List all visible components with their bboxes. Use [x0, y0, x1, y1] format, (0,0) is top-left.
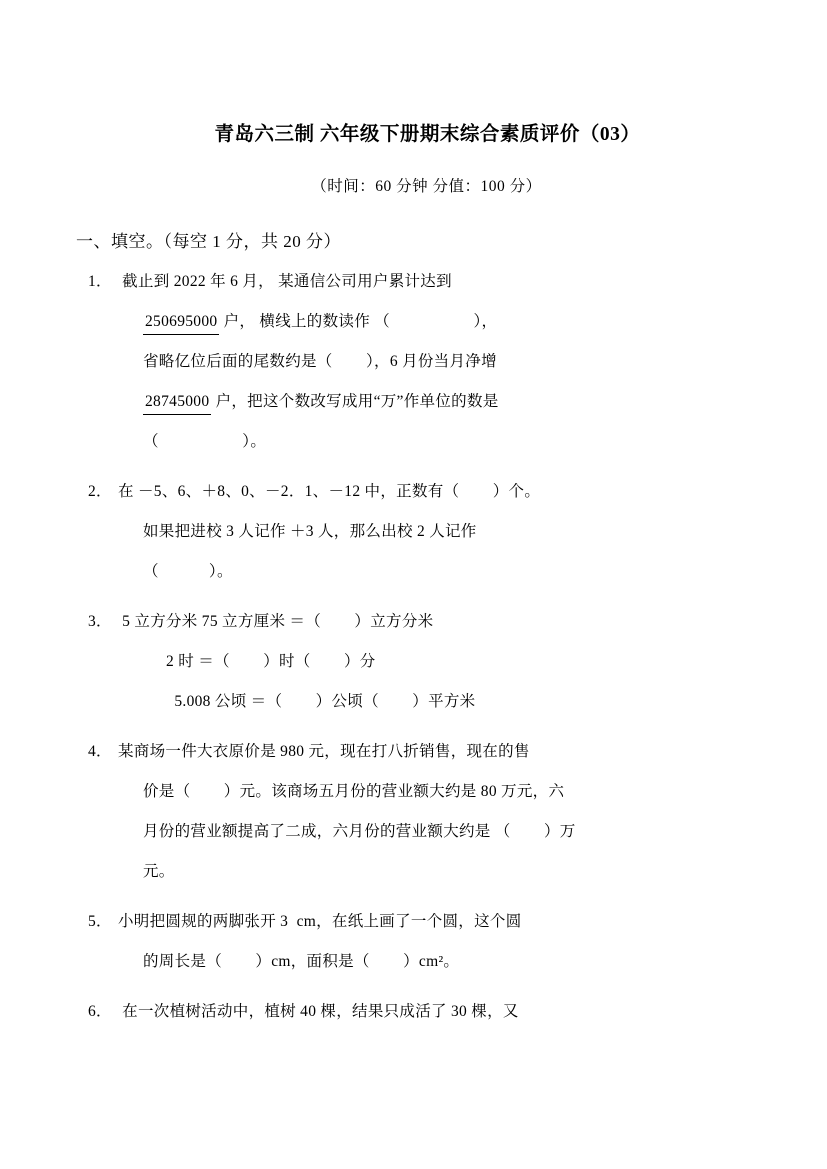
question-number: 5． [88, 913, 112, 930]
question-text-line: （ ）。 [143, 563, 233, 580]
question-text-line: 月份的营业额提高了二成，六月份的营业额大约是 （ ）万 [143, 823, 576, 840]
question-text-line: 2 时 ＝（ ）时（ ）分 [166, 653, 376, 670]
question-text: 5 立方分米 75 立方厘米 ＝（ ）立方分米 [118, 613, 434, 630]
question-item [88, 602, 755, 722]
question-text: 户，把这个数改写成用“万”作单位的数是 [211, 393, 499, 410]
page-title: 青岛六三制 六年级下册期末综合素质评价（03） [214, 124, 641, 145]
question-number-line [88, 902, 755, 942]
question-text-line: （ ）。 [143, 433, 267, 450]
question-text-line [88, 302, 755, 342]
question-number: 3． [88, 613, 112, 630]
question-text: 某商场一件大衣原价是 980 元，现在打八折销售，现在的售 [118, 743, 530, 760]
answer-underline-value: 28745000 [143, 391, 211, 415]
question-item [88, 902, 755, 982]
question-item [88, 992, 755, 1032]
question-number-line [88, 602, 755, 642]
question-text: 在 －5、6、＋8、0、－2．1、－12 中，正数有（ ）个。 [118, 483, 541, 500]
question-number: 2． [88, 483, 112, 500]
question-text-line: 元。 [143, 863, 175, 880]
question-number-line [88, 262, 755, 302]
question-number: 4． [88, 743, 112, 760]
question-text-line: 价是（ ）元。该商场五月份的营业额大约是 80 万元，六 [143, 783, 565, 800]
section-heading-fill-in-blank: 一、填空。（每空 1 分，共 20 分） [76, 232, 341, 251]
question-text-line [88, 382, 755, 422]
question-item [88, 262, 755, 462]
question-number: 1． [88, 273, 112, 290]
question-text: 截止到 2022 年 6 月， 某通信公司用户累计达到 [118, 273, 452, 290]
question-number: 6． [88, 1003, 112, 1020]
question-text-line: 如果把进校 3 人记作 ＋3 人，那么出校 2 人记作 [143, 523, 477, 540]
question-text: 户， 横线上的数读作 （ [219, 313, 390, 330]
exam-meta: （时间：60 分钟 分值：100 分） [311, 178, 542, 195]
question-blank: ）， [389, 313, 498, 330]
question-text-line: 省略亿位后面的尾数约是（ ），6 月份当月净增 [143, 353, 497, 370]
question-item [88, 472, 755, 592]
question-number-line [88, 732, 755, 772]
answer-underline-value: 250695000 [143, 311, 219, 335]
question-item [88, 732, 755, 892]
question-text-line: 5.008 公顷 ＝（ ）公顷（ ）平方米 [166, 693, 476, 710]
question-text-line: 的周长是（ ）cm，面积是（ ）cm²。 [143, 953, 460, 970]
question-number-line [88, 472, 755, 512]
question-number-line [88, 992, 755, 1032]
question-text: 在一次植树活动中，植树 40 棵，结果只成活了 30 棵，又 [118, 1003, 519, 1020]
question-text: 小明把圆规的两脚张开 3 cm，在纸上画了一个圆，这个圆 [118, 913, 522, 930]
